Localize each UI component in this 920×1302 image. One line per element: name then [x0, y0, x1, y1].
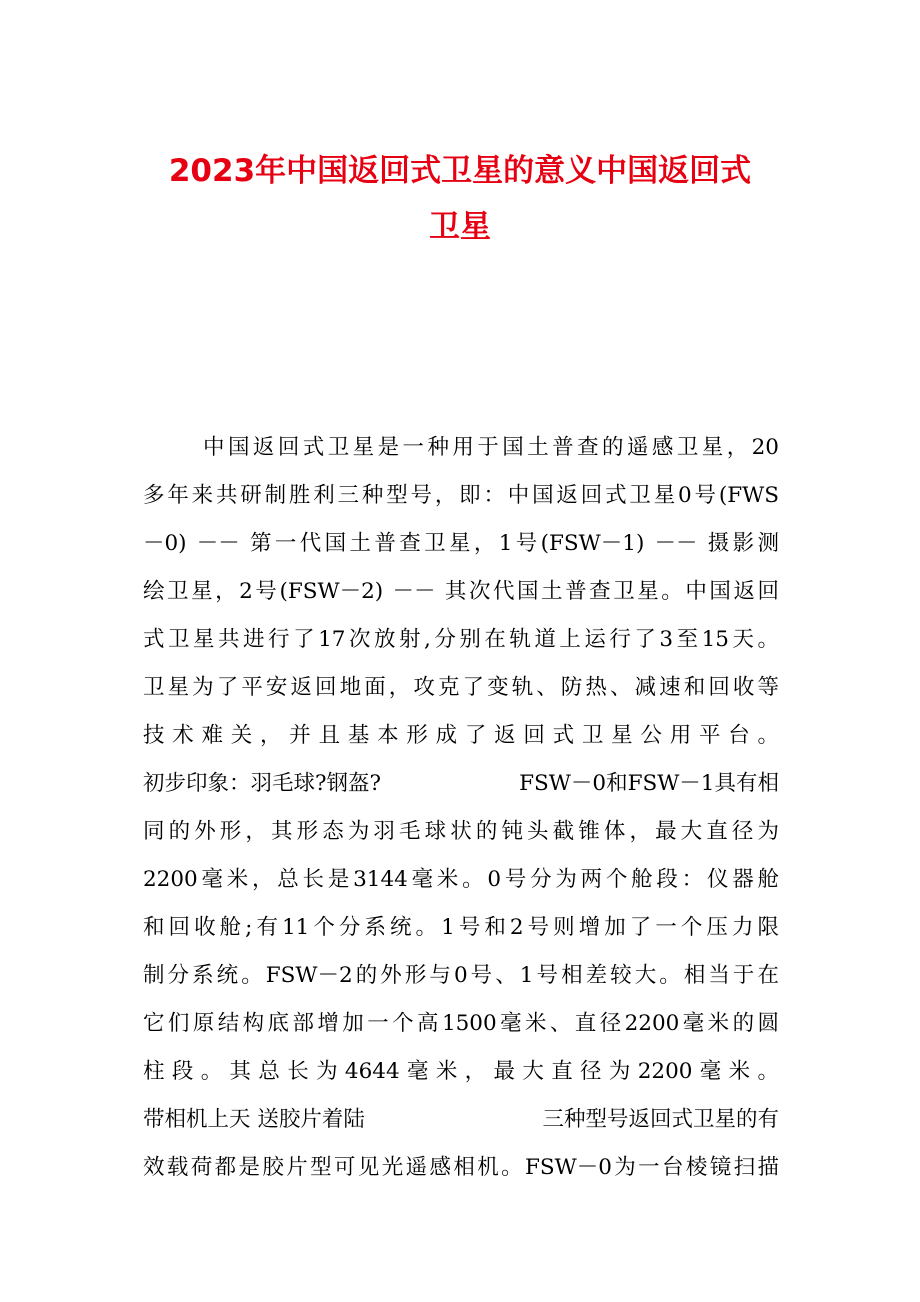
paragraph-text: FSW－0和FSW－1具有相: [519, 771, 779, 796]
paragraph-line: －0) －－ 第一代国土普查卫星，1号(FSW－1) －－ 摄影测: [143, 531, 779, 556]
paragraph-line: 它们原结构底部增加一个高1500毫米、直径2200毫米的圆: [143, 1011, 779, 1036]
paragraph-line: 制分系统。FSW－2的外形与0号、1号相差较大。相当于在: [143, 963, 779, 988]
section-heading: 带相机上天 送胶片着陆: [143, 1107, 365, 1132]
paragraph-line: 和回收舱;有11个分系统。1号和2号则增加了一个压力限: [143, 915, 779, 940]
document-body: [143, 430, 779, 1198]
paragraph-line: 效载荷都是胶片型可见光遥感相机。FSW－0为一台棱镜扫描: [143, 1155, 779, 1180]
paragraph-line: 多年来共研制胜利三种型号，即：中国返回式卫星0号(FWS: [143, 483, 779, 508]
paragraph-line: 同的外形，其形态为羽毛球状的钝头截锥体，最大直径为: [143, 819, 779, 844]
paragraph-line: 2200毫米，总长是3144毫米。0号分为两个舱段：仪器舱: [143, 867, 779, 892]
section-heading: 初步印象：羽毛球?钢盔?: [143, 771, 382, 796]
paragraph-line: 柱段。其总长为4644毫米，最大直径为2200毫米。: [143, 1059, 779, 1084]
paragraph-line: 卫星为了平安返回地面，攻克了变轨、防热、减速和回收等: [143, 675, 779, 700]
paragraph-line: 中国返回式卫星是一种用于国土普查的遥感卫星，20: [203, 435, 779, 460]
paragraph-line: 式卫星共进行了17次放射,分别在轨道上运行了3至15天。: [143, 627, 779, 652]
title-line-1: 2023年中国返回式卫星的意义中国返回式: [168, 153, 752, 189]
paragraph-line: 技术难关，并且基本形成了返回式卫星公用平台。: [143, 723, 779, 748]
paragraph-line: [143, 1102, 779, 1150]
paragraph-line: 绘卫星，2号(FSW－2) －－ 其次代国土普查卫星。中国返回: [143, 579, 779, 604]
document-title: [100, 143, 820, 255]
title-line-2: 卫星: [429, 209, 491, 245]
paragraph-line: [143, 766, 779, 814]
paragraph-text: 三种型号返回式卫星的有: [542, 1107, 779, 1132]
